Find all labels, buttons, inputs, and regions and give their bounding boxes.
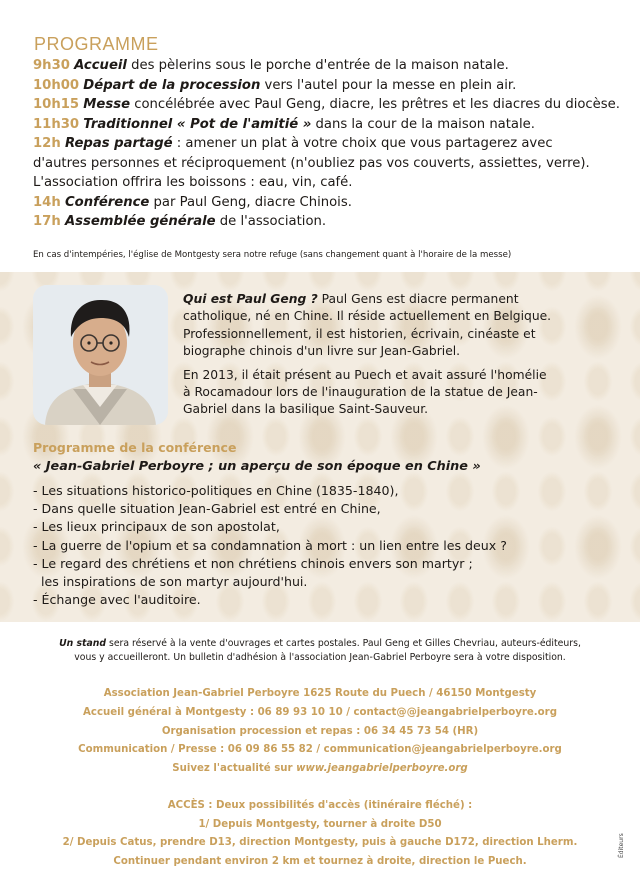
- website-link[interactable]: www.jeangabrielperboyre.org: [296, 763, 468, 774]
- programme-item-title: Messe: [83, 97, 131, 112]
- bio-text: Gabriel dans la basilique Saint-Sauveur.: [183, 402, 429, 417]
- publisher-credit: Éditeurs: [618, 833, 625, 858]
- programme-item: [33, 95, 633, 115]
- programme-title: PROGRAMME: [34, 34, 159, 54]
- programme-item: [33, 134, 633, 154]
- portrait-image: [33, 285, 168, 425]
- bio-lead: Qui est Paul Geng ?: [183, 292, 318, 306]
- programme-time: 10h00: [33, 77, 80, 93]
- programme-item: [33, 115, 633, 135]
- follow-text: Suivez l'actualité sur: [172, 763, 297, 774]
- programme-list: [33, 56, 633, 232]
- access-line: 1/ Depuis Montgesty, tourner à droite D50: [198, 819, 442, 830]
- programme-item-title: Traditionnel « Pot de l'amitié »: [83, 116, 312, 132]
- bio-text: Professionnellement, il est historien, écrivain, cinéaste et: [183, 326, 536, 341]
- weather-note: En cas d'intempéries, l'église de Montgesty sera notre refuge (sans changement quant à l'horaire de la messe): [33, 250, 512, 260]
- list-item: - Échange avec l'auditoire.: [33, 592, 201, 608]
- conference-heading: Programme de la conférence: [33, 440, 237, 455]
- programme-time: 17h: [33, 214, 61, 229]
- programme-item-continuation: L'association offrira les boissons : eau, vin, café.: [33, 175, 353, 190]
- access-line: Continuer pendant environ 2 km et tournez à droite, direction le Puech.: [113, 856, 527, 867]
- access-line: 2/ Depuis Catus, prendre D13, direction Montgesty, puis à gauche D172, direction Lherm.: [62, 837, 578, 848]
- programme-time: 12h: [33, 136, 61, 151]
- programme-item-text: par Paul Geng, diacre Chinois.: [149, 194, 352, 210]
- programme-item: [33, 56, 633, 76]
- programme-item-continuation: d'autres personnes et réciproquement (n'oubliez pas vos couverts, assiettes, verre).: [33, 155, 590, 171]
- programme-item: [33, 193, 633, 213]
- programme-item-title: Conférence: [64, 194, 150, 210]
- speaker-photo: [33, 285, 168, 425]
- programme-time: 9h30: [33, 58, 70, 73]
- bio-text: biographe chinois d'un livre sur Jean-Gabriel.: [183, 344, 461, 359]
- programme-item-text: : amener un plat à votre choix que vous partagerez avec: [172, 136, 553, 151]
- speaker-bio: [183, 291, 628, 425]
- bio-text: catholique, né en Chine. Il réside actuellement en Belgique.: [183, 309, 552, 324]
- list-item: - La guerre de l'opium et sa condamnation à mort : un lien entre les deux ?: [33, 537, 507, 553]
- conference-subtitle: « Jean-Gabriel Perboyre ; un aperçu de son époque en Chine »: [33, 459, 481, 474]
- stand-text: vous y accueilleront. Un bulletin d'adhésion à l'association Jean-Gabriel Perboyre sera à votre disposition.: [74, 651, 566, 663]
- programme-item-text: de l'association.: [215, 214, 327, 229]
- programme-time: 11h30: [33, 116, 80, 132]
- list-item: les inspirations de son martyr aujourd'hui.: [33, 574, 308, 590]
- programme-item-text: vers l'autel pour la messe en plein air.: [260, 77, 517, 93]
- bio-paragraph: [183, 367, 628, 419]
- programme-item-text: concélébrée avec Paul Geng, diacre, les prêtres et les diacres du diocèse.: [130, 97, 620, 112]
- programme-item-text: dans la cour de la maison natale.: [311, 116, 535, 132]
- programme-item: [33, 212, 633, 232]
- list-item: - Les lieux principaux de son apostolat,: [33, 519, 280, 535]
- bio-paragraph: [183, 291, 628, 361]
- bio-text: En 2013, il était présent au Puech et avait assuré l'homélie: [183, 367, 547, 382]
- programme-time: 14h: [33, 194, 61, 210]
- programme-item-title: Départ de la procession: [83, 77, 261, 93]
- programme-item-text: des pèlerins sous le porche d'entrée de la maison natale.: [126, 58, 509, 73]
- programme-item-title: Assemblée générale: [64, 214, 216, 229]
- stand-lead: Un stand: [59, 638, 107, 649]
- access-heading: ACCÈS : Deux possibilités d'accès (itinéraire fléché) :: [167, 800, 473, 811]
- contact-line: Communication / Presse : 06 09 86 55 82 / communication@jeangabrielperboyre.org: [78, 744, 562, 755]
- programme-time: 10h15: [33, 97, 80, 112]
- contact-line: Accueil général à Montgesty : 06 89 93 10 10 / contact@@jeangabrielperboyre.org: [83, 707, 557, 718]
- list-item: - Le regard des chrétiens et non chrétiens chinois envers son martyr ;: [33, 555, 473, 571]
- programme-item-title: Accueil: [74, 58, 127, 73]
- programme-item-title: Repas partagé: [64, 136, 173, 151]
- bio-text: Paul Gens est diacre permanent: [317, 292, 519, 306]
- follow-line: [0, 763, 640, 774]
- list-item: - Les situations historico-politiques en Chine (1835-1840),: [33, 483, 399, 498]
- contact-line: Association Jean-Gabriel Perboyre 1625 Route du Puech / 46150 Montgesty: [103, 688, 537, 699]
- stand-note: [20, 637, 620, 664]
- bio-text: à Rocamadour lors de l'inauguration de la statue de Jean-: [183, 385, 538, 400]
- stand-text: sera réservé à la vente d'ouvrages et cartes postales. Paul Geng et Gilles Chevriau, auteurs-éditeurs,: [106, 638, 581, 649]
- programme-item: [33, 76, 633, 96]
- contact-line: Organisation procession et repas : 06 34 45 73 54 (HR): [161, 726, 479, 737]
- conference-topics: [33, 482, 628, 609]
- list-item: - Dans quelle situation Jean-Gabriel est entré en Chine,: [33, 501, 381, 517]
